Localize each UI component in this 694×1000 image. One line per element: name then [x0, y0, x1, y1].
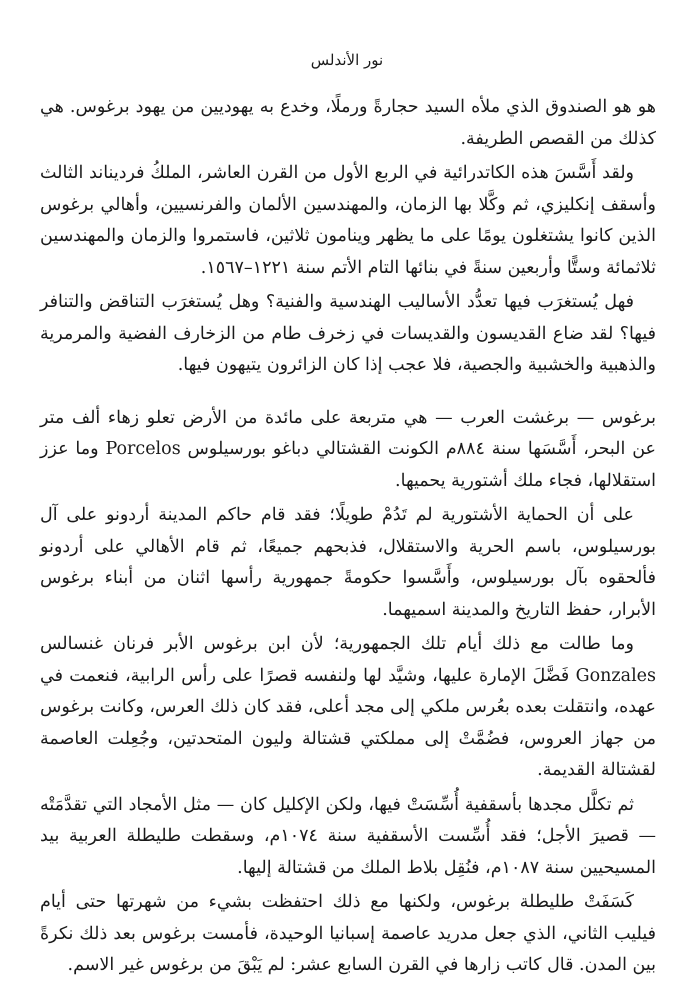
running-header: نور الأندلس	[310, 51, 384, 69]
paragraph: كَسَفَتْ طليطلة برغوس، ولكنها مع ذلك احتفظت بشيء من شهرتها حتى أيام فيليب الثاني، الذي جعل مدريد عاصمة إسبانيا الوحيدة، فأمست برغوس بعد ذلك نكرةً بين المدن. قال كاتب زارها في القرن السابع عشر: لم يَبْقَ من برغوس غير الاسم.	[40, 892, 656, 975]
paragraph: فهل يُستغرَب فيها تعدُّد الأساليب الهندسية والفنية؟ وهل يُستغرَب التناقض والتنافر فيها؟ لقد ضاع القديسون والقديسات في زخرف طام من الزخارف الفضية والمرمرية والذهبية والخشبية والجصية، فلا عجب إذا كان الزائرون يتيهون فيها.	[40, 292, 656, 375]
paragraph: وما طالت مع ذلك أيام تلك الجمهورية؛ لأن ابن برغوس الأبر فرنان غنسالس Gonzales فَضَّلَ الإمارة عليها، وشيَّد لها ولنفسه قصرًا على رأس الرابية، فنعمت في عهده، وانتقلت بعده بعُرس ملكي إلى مجد أعلى، فقد كان ذلك العرس، وكانت برغوس من جهاز العروس، فضُمَّتْ إلى مملكتي قشتالة وليون المتحدتين، وجُعِلت العاصمة لقشتالة القديمة.	[40, 634, 656, 780]
paragraph: على أن الحماية الأشتورية لم تَدُمْ طويلًا؛ فقد قام حاكم المدينة أردونو على آل بورسيلوس، باسم الحرية والاستقلال، فذبحهم جميعًا، ثم قام الأهالي على أردونو فألحقوه بآل بورسيلوس، وأَسَّسوا حكومةً جمهورية رأسها اثنان من أبناء برغوس الأبرار، حفظ التاريخ والمدينة اسميهما.	[40, 505, 656, 620]
paragraph: هو هو الصندوق الذي ملأه السيد حجارةً ورملًا، وخدع به يهوديين من يهود برغوس. هي كذلك من القصص الطريفة.	[40, 97, 656, 149]
body-text	[40, 92, 656, 985]
paragraph: ثم تكلَّل مجدها بأسقفية أُسِّسَتْ فيها، ولكن الإكليل كان — مثل الأمجاد التي تقدَّمَتْه — قصيرَ الأجل؛ فقد أُسِّست الأسقفية سنة ١٠٧٤م، وسقطت طليطلة العربية بيد المسيحيين سنة ١٠٨٧م، فنُقِل بلاط الملك من قشتالة إليها.	[40, 794, 657, 878]
paragraph: ولقد أَسَّسَ هذه الكاتدرائية في الربع الأول من القرن العاشر، الملكُ فرديناند الثالث وأسقف إنكليزي، ثم وكَّلا بها الزمان، والمهندسين الألمان والفرنسيين، وأهالي برغوس الذين كانوا يشتغلون يومًا على ما يظهر وينامون ثلاثين، فاستمروا والزمان والمهندسين ثلاثمائة وستًّا وأربعين سنةً في بنائها التام الأتم سنة ١٢٢١–١٥٦٧.	[40, 163, 656, 278]
paragraph: برغوس — برغشت العرب — هي متربعة على مائدة من الأرض تعلو زهاء ألف متر عن البحر، أَسَّسَها سنة ٨٨٤م الكونت القشتالي دباغو بورسيلوس Porcelos وما عزز استقلالها، فجاء ملك أشتورية يحميها.	[40, 407, 656, 491]
section-gap	[40, 385, 656, 403]
